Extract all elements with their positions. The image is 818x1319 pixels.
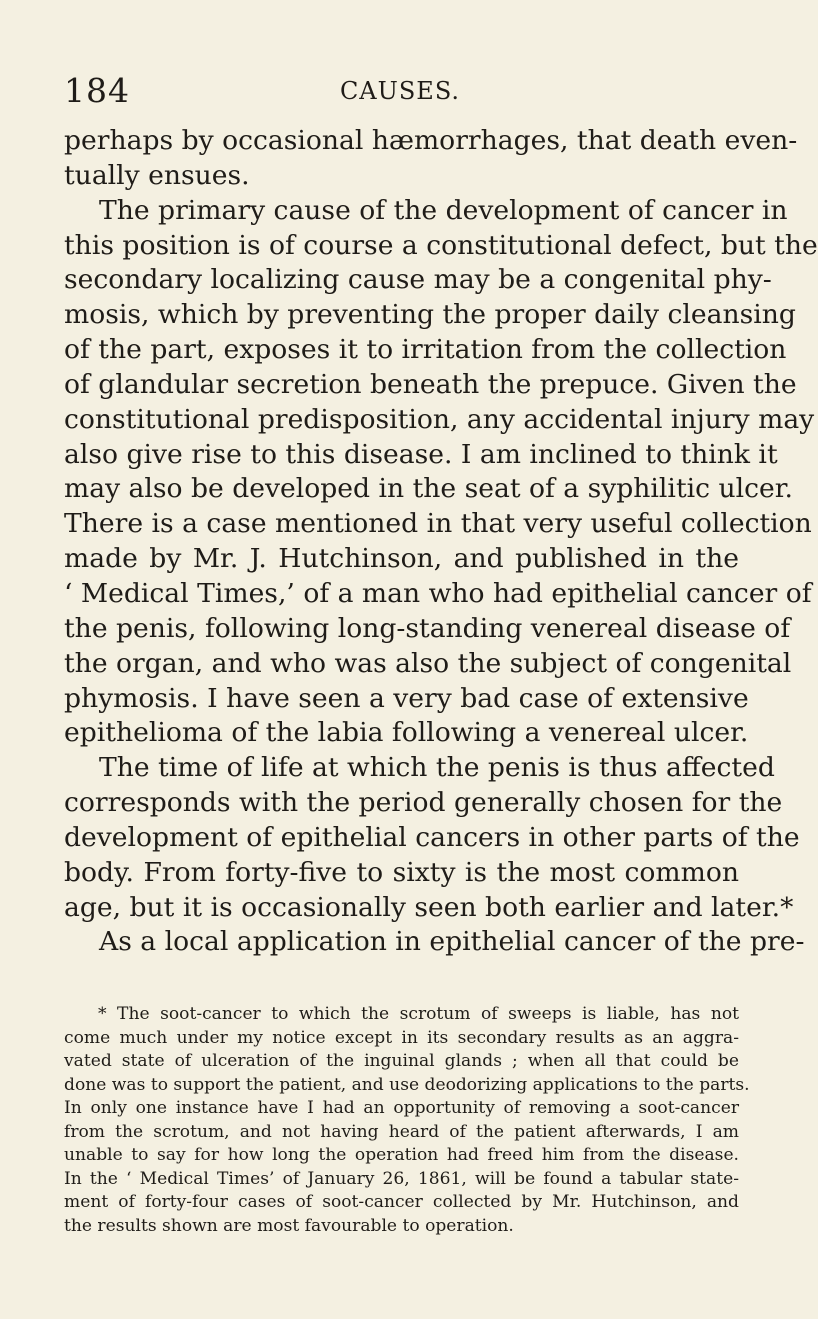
text-line: made by Mr. J. Hutchinson, and published in the <box>64 543 739 575</box>
text-line: may also be developed in the seat of a syphilitic ulcer. <box>64 473 793 505</box>
footnote-line: from the scrotum, and not having heard of the patient afterwards, I am <box>64 1121 739 1142</box>
text-line: ‘ Medical Times,’ of a man who had epithelial cancer of <box>64 577 812 609</box>
text-line: age, but it is occasionally seen both earlier and later.* <box>64 891 794 923</box>
running-head: CAUSES. <box>339 77 461 105</box>
text-line: perhaps by occasional hæmorrhages, that death even- <box>64 125 798 156</box>
text-line: body. From forty-five to sixty is the most common <box>64 856 739 888</box>
text-line: of glandular secretion beneath the prepuce. Given the <box>64 368 797 400</box>
footnote-line: unable to say for how long the operation had freed him from the disease. <box>64 1145 739 1165</box>
text-line: constitutional predisposition, any accidental injury may <box>64 403 815 435</box>
text-line: development of epithelial cancers in other parts of the <box>64 821 800 853</box>
text-line: corresponds with the period generally chosen for the <box>64 787 783 819</box>
paragraph-first-line: The primary cause of the development of cancer in <box>99 194 788 226</box>
footnote-line: * The soot-cancer to which the scrotum of sweeps is liable, has not <box>98 1004 739 1024</box>
text-line: of the part, exposes it to irritation from the collection <box>64 334 787 366</box>
text-line: phymosis. I have seen a very bad case of extensive <box>64 682 749 714</box>
main-text <box>64 124 818 960</box>
text-line: the penis, following long-standing venereal disease of <box>64 612 791 644</box>
footnote <box>64 1003 750 1238</box>
text-line: There is a case mentioned in that very useful collection <box>64 508 812 540</box>
text-line: this position is of course a constitutional defect, but the <box>64 229 818 261</box>
text-line: mosis, which by preventing the proper daily cleansing <box>64 299 796 331</box>
text-line: epithelioma of the labia following a venereal ulcer. <box>64 717 749 749</box>
footnote-line: come much under my notice except in its secondary results as an aggra- <box>64 1027 739 1048</box>
footnote-line: done was to support the patient, and use deodorizing applications to the parts. <box>64 1074 750 1095</box>
text-line: secondary localizing cause may be a congenital phy- <box>64 264 772 296</box>
paragraph-first-line: The time of life at which the penis is thus affected <box>99 752 775 784</box>
footnote-line: the results shown are most favourable to operation. <box>64 1215 514 1236</box>
footnote-line: vated state of ulceration of the inguinal glands ; when all that could be <box>64 1051 739 1071</box>
text-line: tually ensues. <box>64 159 250 191</box>
text-line: also give rise to this disease. I am inclined to think it <box>64 438 778 470</box>
text-line: the organ, and who was also the subject of congenital <box>64 647 792 679</box>
footnote-line: ment of forty-four cases of soot-cancer collected by Mr. Hutchinson, and <box>64 1192 739 1212</box>
paragraph-first-line: As a local application in epithelial cancer of the pre- <box>99 926 805 958</box>
footnote-line: In the ‘ Medical Times’ of January 26, 1861, will be found a tabular state- <box>64 1168 739 1189</box>
page-number: 184 <box>64 71 130 110</box>
footnote-line: In only one instance have I had an opportunity of removing a soot-cancer <box>64 1098 739 1118</box>
